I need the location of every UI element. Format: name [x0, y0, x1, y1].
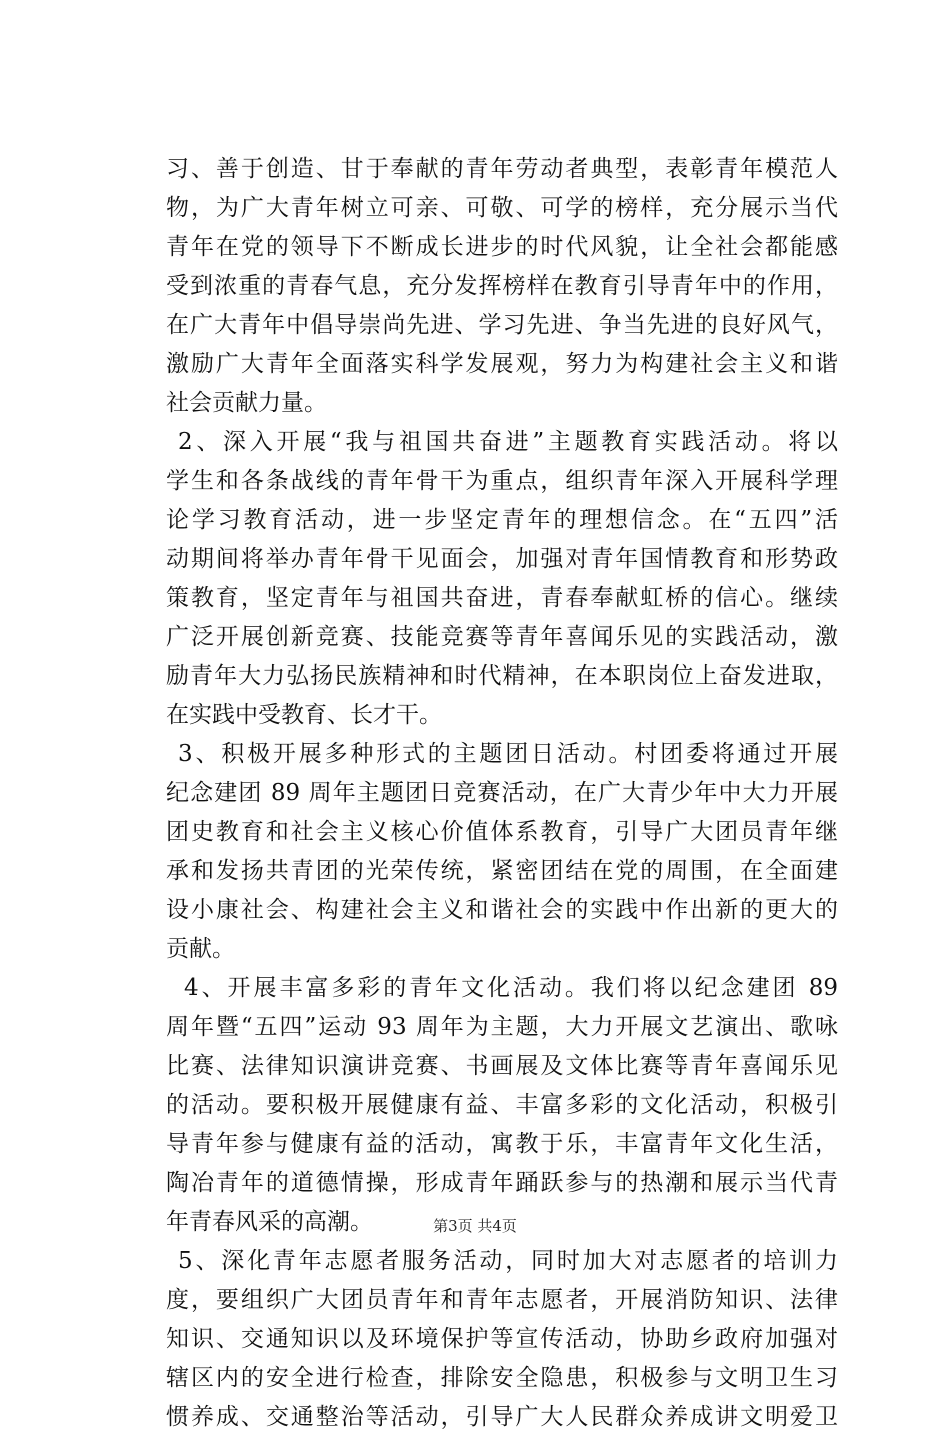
text-line: 动期间将举办青年骨干见面会，加强对青年国情教育和形势政 [166, 546, 838, 572]
text-line: 陶冶青年的道德情操，形成青年踊跃参与的热潮和展示当代青 [166, 1170, 838, 1196]
text-line: 社会贡献力量。 [166, 390, 327, 416]
paragraph-start-line: 2、深入开展“我与祖国共奋进”主题教育实践活动。将以 [178, 429, 838, 455]
paragraph-start-line: 3、积极开展多种形式的主题团日活动。村团委将通过开展 [178, 741, 838, 767]
text-line: 物，为广大青年树立可亲、可敬、可学的榜样，充分展示当代 [166, 195, 838, 221]
page-number-footer: 第3页 共4页 [433, 1217, 517, 1235]
text-line: 激励广大青年全面落实科学发展观，努力为构建社会主义和谐 [166, 351, 838, 377]
document-body [166, 150, 838, 1437]
text-line: 导青年参与健康有益的活动，寓教于乐，丰富青年文化生活， [166, 1131, 838, 1157]
text-line: 比赛、法律知识演讲竞赛、书画展及文体比赛等青年喜闻乐见 [166, 1053, 838, 1079]
text-line: 习、善于创造、甘于奉献的青年劳动者典型，表彰青年模范人 [166, 156, 838, 182]
text-line: 设小康社会、构建社会主义和谐社会的实践中作出新的更大的 [166, 897, 838, 923]
text-line: 在广大青年中倡导崇尚先进、学习先进、争当先进的良好风气， [166, 312, 838, 338]
text-line: 青年在党的领导下不断成长进步的时代风貌，让全社会都能感 [166, 234, 838, 260]
text-line: 知识、交通知识以及环境保护等宣传活动，协助乡政府加强对 [166, 1326, 838, 1352]
text-line: 度，要组织广大团员青年和青年志愿者，开展消防知识、法律 [166, 1287, 838, 1313]
text-line: 惯养成、交通整治等活动，引导广大人民群众养成讲文明爱卫 [166, 1404, 838, 1430]
text-line: 学生和各条战线的青年骨干为重点，组织青年深入开展科学理 [166, 468, 838, 494]
text-line: 贡献。 [166, 936, 235, 962]
text-line: 周年暨“五四”运动 93 周年为主题，大力开展文艺演出、歌咏 [166, 1014, 838, 1040]
text-line: 承和发扬共青团的光荣传统，紧密团结在党的周围，在全面建 [166, 858, 838, 884]
text-line: 纪念建团 89 周年主题团日竞赛活动，在广大青少年中大力开展 [166, 780, 838, 806]
paragraph-start-line: 5、深化青年志愿者服务活动，同时加大对志愿者的培训力 [178, 1248, 838, 1274]
text-line: 的活动。要积极开展健康有益、丰富多彩的文化活动，积极引 [166, 1092, 838, 1118]
text-line: 在实践中受教育、长才干。 [166, 702, 442, 728]
text-line: 辖区内的安全进行检查，排除安全隐患，积极参与文明卫生习 [166, 1365, 838, 1391]
text-line: 团史教育和社会主义核心价值体系教育，引导广大团员青年继 [166, 819, 838, 845]
text-line: 年青春风采的高潮。 [166, 1209, 373, 1235]
text-line: 受到浓重的青春气息，充分发挥榜样在教育引导青年中的作用， [166, 273, 838, 299]
paragraph-start-line: 4、开展丰富多彩的青年文化活动。我们将以纪念建团 89 [184, 975, 838, 1001]
text-line: 励青年大力弘扬民族精神和时代精神，在本职岗位上奋发进取， [166, 663, 838, 689]
text-line: 策教育，坚定青年与祖国共奋进，青春奉献虹桥的信心。继续 [166, 585, 838, 611]
text-line: 论学习教育活动，进一步坚定青年的理想信念。在“五四”活 [166, 507, 838, 533]
text-line: 广泛开展创新竞赛、技能竞赛等青年喜闻乐见的实践活动，激 [166, 624, 838, 650]
